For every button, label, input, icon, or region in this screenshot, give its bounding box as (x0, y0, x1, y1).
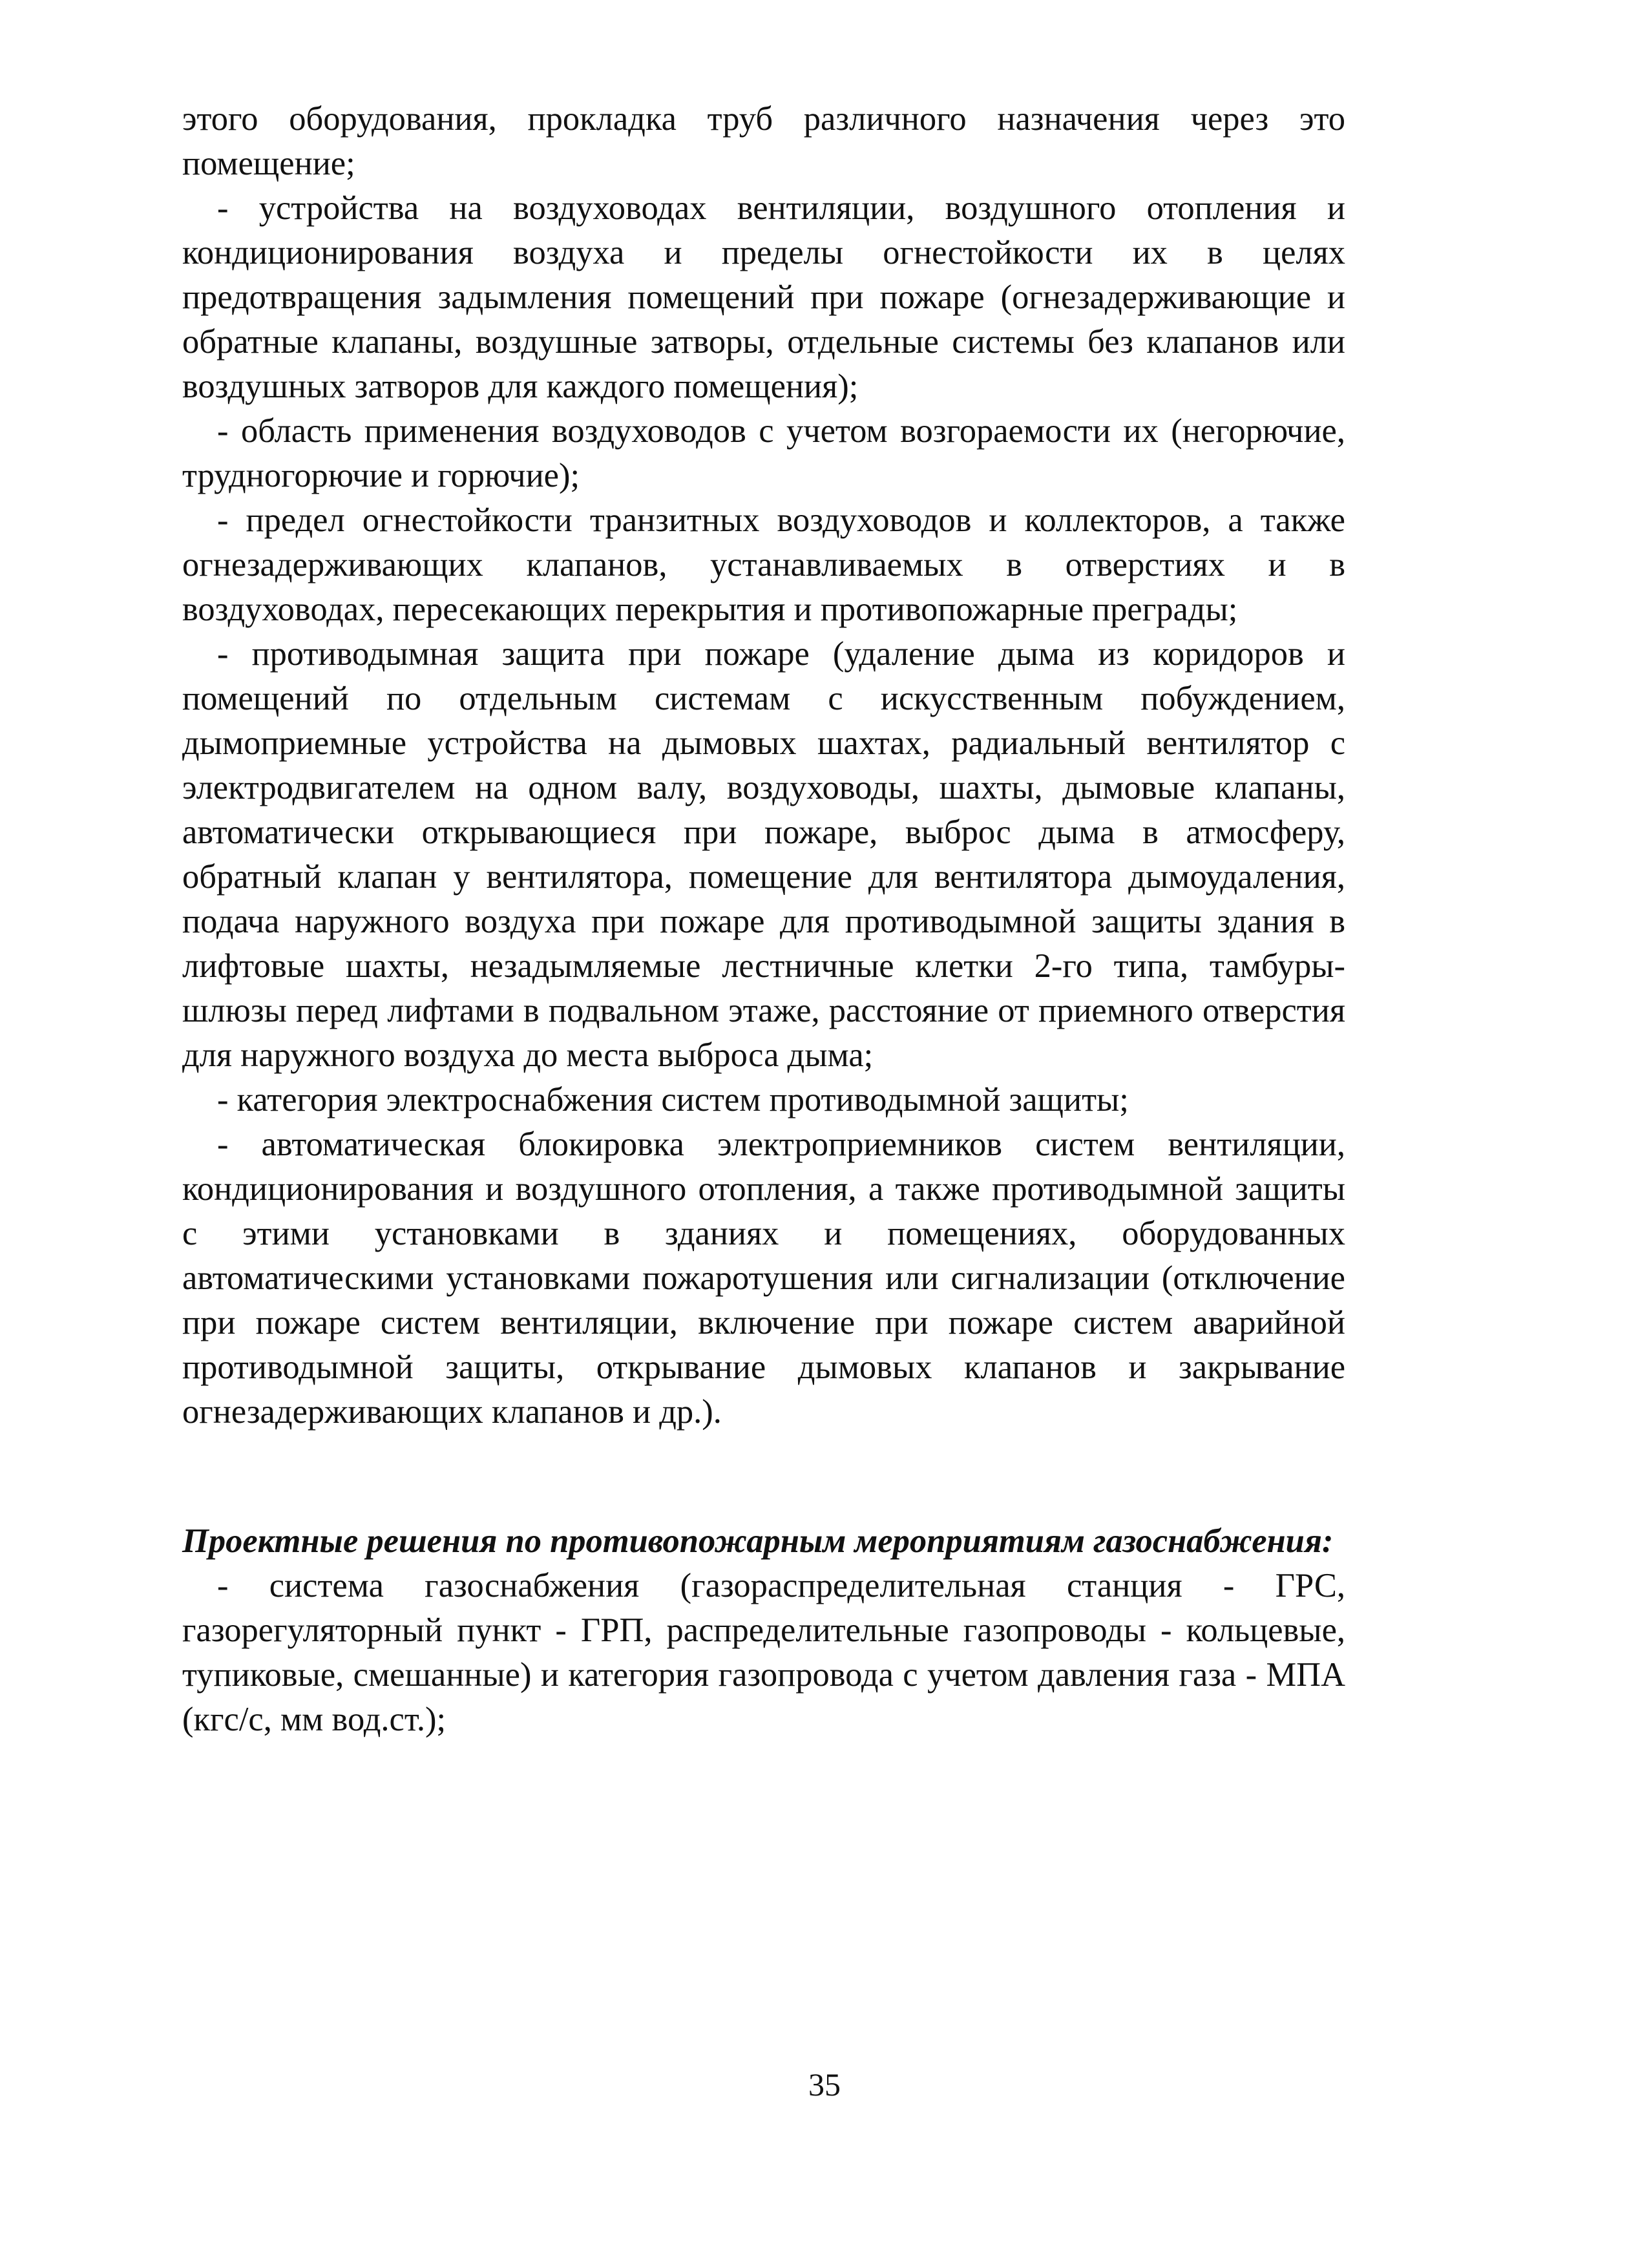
section-heading-gas-supply: Проектные решения по противопожарным мероприятиям газоснабжения: (182, 1522, 1334, 1560)
page-body (182, 97, 1345, 1742)
list-item-smoke-protection: - противодымная защита при пожаре (удаление дыма из коридоров и помещений по отдельным системам с искусственным побуждением, дымоприемные устройства на дымовых шахтах, радиальный вентилятор с электродвигателем на одном валу, воздуховоды, шахты, дымовые клапаны, автоматически открывающиеся при пожаре, выброс дыма в атмосферу, обратный клапан у вентилятора, помещение для вентилятора дымоудаления, подача наружного воздуха при пожаре для противодымной защиты здания в лифтовые шахты, незадымляемые лестничные клетки 2-го типа, тамбуры-шлюзы перед лифтами в подвальном этаже, расстояние от приемного отверстия для наружного воздуха до места выброса дыма; (182, 635, 1345, 1074)
page-number: 35 (808, 2066, 841, 2103)
list-item-automatic-interlock: - автоматическая блокировка электроприемников систем вентиляции, кондиционирования и воздушного отопления, а также противодымной защиты с этими установками в зданиях и помещениях, оборудованных автоматическими установками пожаротушения или сигнализации (отключение при пожаре систем вентиляции, включение при пожаре систем аварийной противодымной защиты, открывание дымовых клапанов и закрывание огнезадерживающих клапанов и др.). (182, 1126, 1345, 1431)
list-item-power-supply-category: - категория электроснабжения систем противодымной защиты; (217, 1081, 1129, 1118)
paragraph-continuation: этого оборудования, прокладка труб различного назначения через это помещение; (182, 100, 1345, 182)
list-item-fire-resistance-limit: - предел огнестойкости транзитных воздуховодов и коллекторов, а также огнезадерживающих клапанов, устанавливаемых в отверстиях и в воздуховодах, пересекающих перекрытия и противопожарные преграды; (182, 501, 1345, 628)
list-item-gas-supply-system: - система газоснабжения (газораспределительная станция - ГРС, газорегуляторный пункт - ГРП, распределительные газопроводы - кольцевые, тупиковые, смешанные) и категория газопровода с учетом давления газа - МПА (кгс/с, мм вод.ст.); (182, 1567, 1345, 1738)
list-item-air-duct-devices: - устройства на воздуховодах вентиляции, воздушного отопления и кондиционирования воздуха и пределы огнестойкости их в целях предотвращения задымления помещений при пожаре (огнезадерживающие и обратные клапаны, воздушные затворы, отдельные системы без клапанов или воздушных затворов для каждого помещения); (182, 189, 1345, 405)
list-item-duct-application: - область применения воздуховодов с учетом возгораемости их (негорючие, трудногорючие и горючие); (182, 412, 1345, 494)
